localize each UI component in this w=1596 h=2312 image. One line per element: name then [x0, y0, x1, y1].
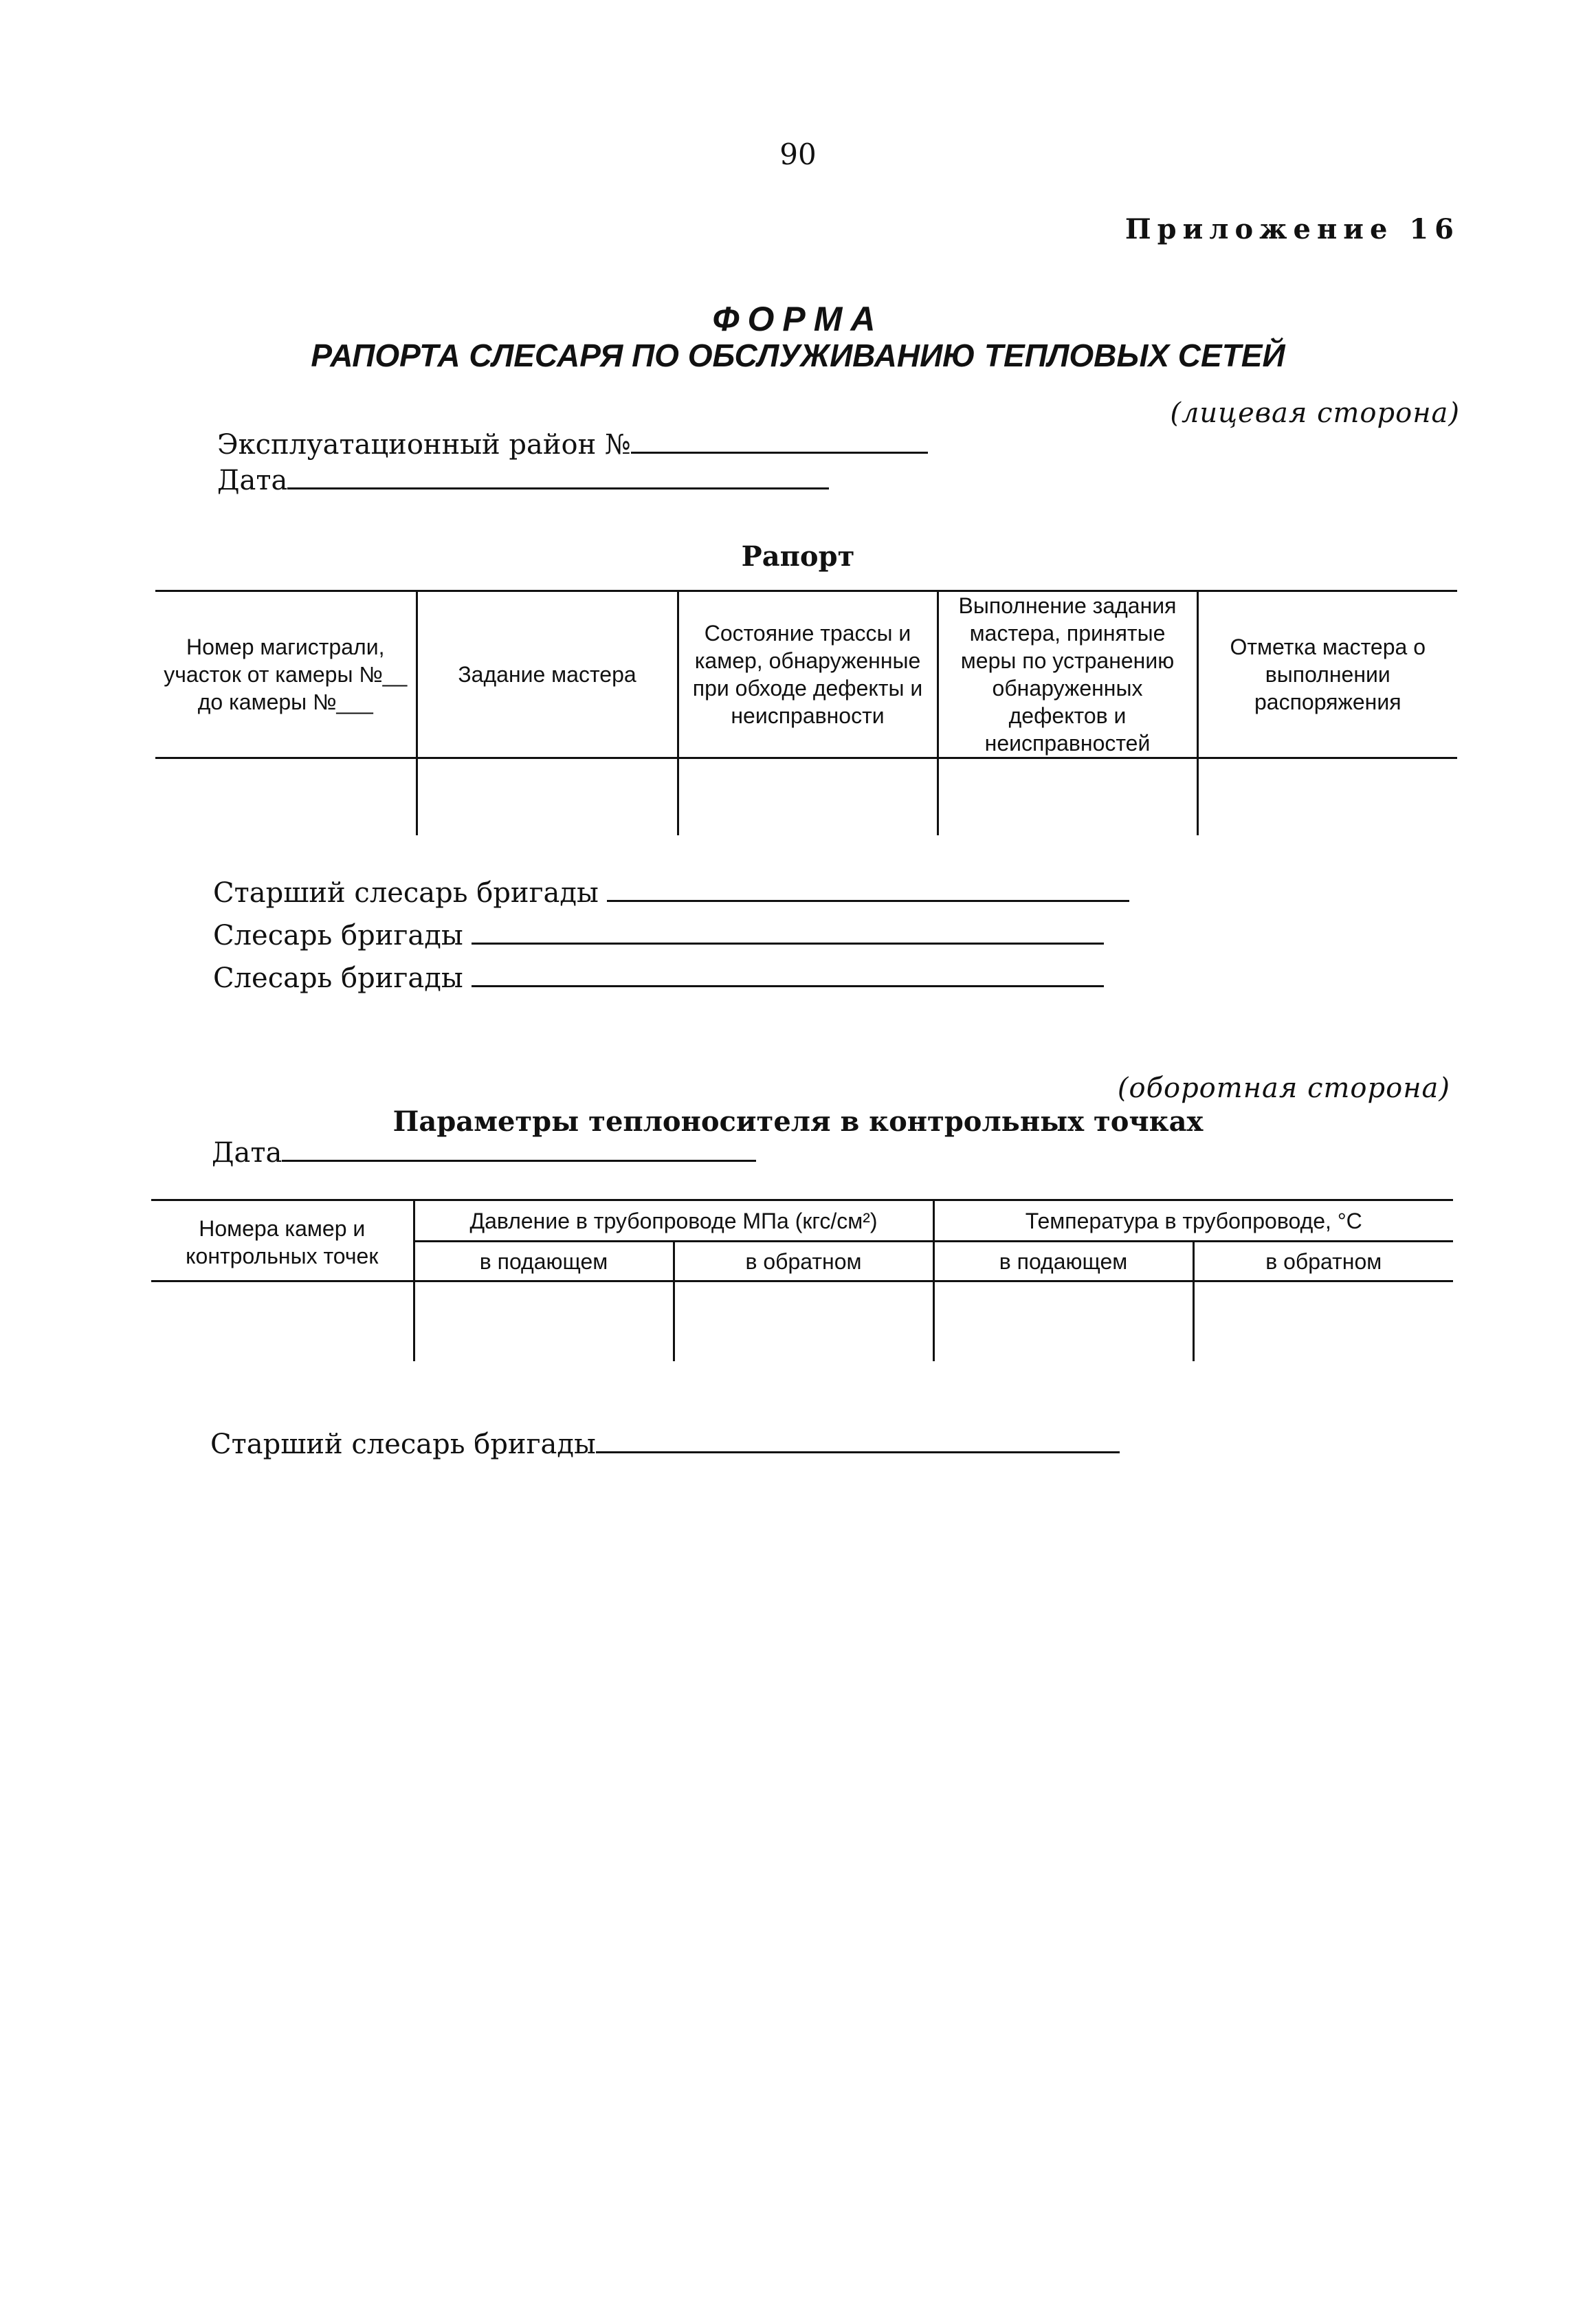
date-field — [217, 465, 829, 496]
params-col-points: Номера камер и контрольных точек — [151, 1200, 414, 1281]
report-cell[interactable] — [678, 758, 938, 835]
fitter-label-2: Слесарь бригады — [213, 962, 463, 994]
back-senior-fitter-label: Старший слесарь бригады — [210, 1429, 596, 1460]
report-cell[interactable] — [1197, 758, 1457, 835]
fitter-label-1: Слесарь бригады — [213, 920, 463, 951]
front-side-label: (лицевая сторона) — [1170, 397, 1460, 429]
params-cell[interactable] — [414, 1281, 674, 1361]
fitter-line-2[interactable] — [472, 985, 1104, 987]
back-senior-fitter-line[interactable] — [596, 1451, 1120, 1453]
district-field — [217, 429, 928, 461]
senior-fitter-label: Старший слесарь бригады — [213, 877, 599, 909]
params-col-temperature-supply: в подающем — [933, 1242, 1193, 1281]
params-col-pressure-supply: в подающем — [414, 1242, 674, 1281]
district-label: Эксплуатационный район № — [217, 429, 631, 461]
params-col-temperature: Температура в трубопроводе, °С — [933, 1200, 1453, 1242]
fitter-line-1[interactable] — [472, 943, 1104, 945]
back-date-label: Дата — [212, 1137, 282, 1169]
report-table — [155, 590, 1457, 835]
district-input-line[interactable] — [631, 452, 928, 454]
params-col-pressure: Давление в трубопроводе МПа (кгс/см²) — [414, 1200, 933, 1242]
fitter-field-2 — [213, 957, 1129, 994]
report-cell[interactable] — [417, 758, 678, 835]
date-input-line[interactable] — [287, 487, 829, 489]
date-label: Дата — [217, 465, 288, 496]
params-cell[interactable] — [674, 1281, 933, 1361]
params-cell[interactable] — [151, 1281, 414, 1361]
form-title: ФОРМА — [712, 300, 884, 338]
report-col-mark: Отметка мастера о выполнении распоряжения — [1197, 591, 1457, 758]
report-heading: Рапорт — [741, 540, 855, 573]
senior-fitter-line[interactable] — [607, 900, 1129, 902]
params-heading: Параметры теплоносителя в контрольных точках — [392, 1105, 1204, 1138]
appendix-label: Приложение 16 — [1124, 213, 1460, 245]
back-date-field — [212, 1137, 756, 1169]
params-col-pressure-return: в обратном — [674, 1242, 933, 1281]
senior-fitter-field — [213, 872, 1129, 909]
report-col-route: Номер магистрали, участок от камеры №__ до камеры №___ — [155, 591, 417, 758]
fitter-field-1 — [213, 914, 1129, 951]
back-side-label: (оборотная сторона) — [1117, 1072, 1450, 1104]
back-date-input-line[interactable] — [282, 1160, 756, 1162]
params-table-header — [151, 1200, 1453, 1242]
report-col-execution: Выполнение задания мастера, принятые меры по устранению обнаруженных дефектов и неисправностей — [938, 591, 1197, 758]
form-subtitle: РАПОРТА СЛЕСАРЯ ПО ОБСЛУЖИВАНИЮ ТЕПЛОВЫХ СЕТЕЙ — [311, 338, 1285, 373]
report-col-condition: Состояние трассы и камер, обнаруженные при обходе дефекты и неисправности — [678, 591, 938, 758]
report-col-task: Задание мастера — [417, 591, 678, 758]
report-cell[interactable] — [155, 758, 417, 835]
params-cell[interactable] — [933, 1281, 1193, 1361]
report-cell[interactable] — [938, 758, 1197, 835]
back-senior-fitter-field — [210, 1429, 1120, 1460]
page-number: 90 — [779, 137, 817, 171]
params-table — [151, 1199, 1453, 1361]
report-table-row — [155, 758, 1457, 835]
params-table-row — [151, 1281, 1453, 1361]
signatures-block — [213, 872, 1129, 1000]
params-col-temperature-return: в обратном — [1193, 1242, 1453, 1281]
report-table-header — [155, 591, 1457, 758]
params-cell[interactable] — [1193, 1281, 1453, 1361]
